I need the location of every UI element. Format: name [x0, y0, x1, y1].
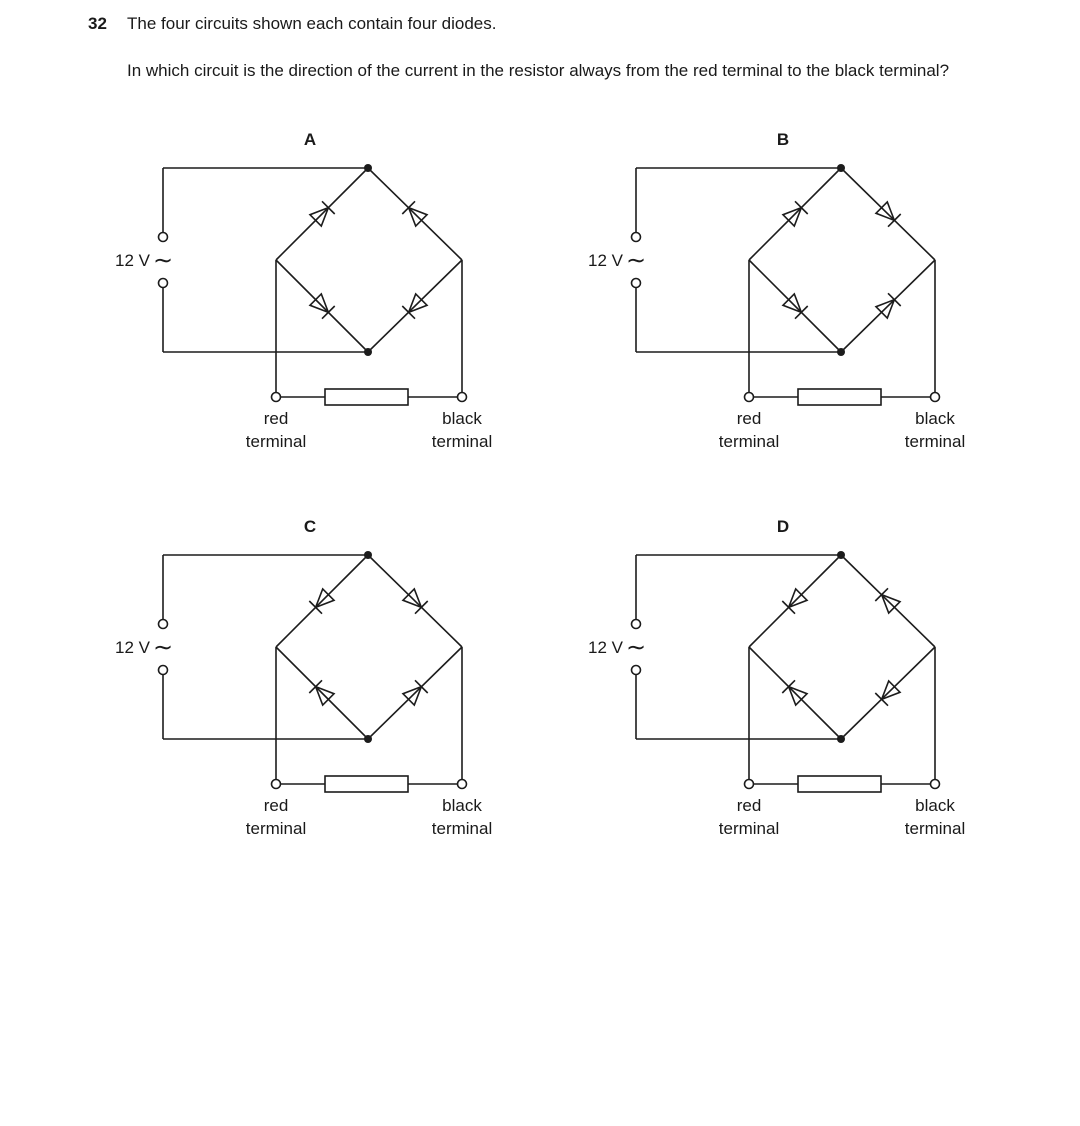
- red-terminal-circle: [745, 780, 754, 789]
- black-terminal-word: terminal: [431, 819, 493, 838]
- voltage-label: 12 V: [115, 251, 150, 270]
- junction-dot: [364, 551, 372, 559]
- junction-dot: [837, 164, 845, 172]
- ac-source-terminal: [159, 233, 168, 242]
- circuit-D: [573, 515, 973, 851]
- black-terminal-label: black: [442, 409, 482, 428]
- ac-symbol: ∼: [152, 247, 174, 274]
- bridge-edge-bl: [749, 260, 841, 352]
- bridge-edge-br: [368, 647, 462, 739]
- ac-source-terminal: [159, 279, 168, 288]
- ac-source-terminal: [632, 279, 641, 288]
- circuit-C: [100, 515, 500, 851]
- question-number: 32: [88, 14, 107, 33]
- black-terminal-circle: [458, 393, 467, 402]
- ac-source-terminal: [632, 233, 641, 242]
- red-terminal-word: terminal: [245, 432, 307, 451]
- bridge-edge-tl: [749, 168, 841, 260]
- junction-dot: [837, 348, 845, 356]
- red-terminal-word: terminal: [245, 819, 307, 838]
- circuit-letter: C: [303, 517, 317, 536]
- bridge-edge-tl: [276, 168, 368, 260]
- circuit-diagram-C: [100, 515, 500, 851]
- voltage-label: 12 V: [115, 638, 150, 657]
- circuit-letter: B: [776, 130, 790, 149]
- circuit-letter: D: [776, 517, 790, 536]
- junction-dot: [837, 551, 845, 559]
- bridge-edge-bl: [749, 647, 841, 739]
- ac-source-terminal: [632, 620, 641, 629]
- junction-dot: [364, 735, 372, 743]
- black-terminal-label: black: [915, 796, 955, 815]
- bridge-edge-br: [841, 647, 935, 739]
- red-terminal-word: terminal: [718, 819, 780, 838]
- bridge-edge-tl: [749, 555, 841, 647]
- black-terminal-word: terminal: [431, 432, 493, 451]
- red-terminal-label: red: [263, 796, 289, 815]
- junction-dot: [837, 735, 845, 743]
- red-terminal-label: red: [263, 409, 289, 428]
- circuit-A: [100, 128, 500, 464]
- black-terminal-circle: [458, 780, 467, 789]
- red-terminal-word: terminal: [718, 432, 780, 451]
- red-terminal-circle: [272, 393, 281, 402]
- resistor: [325, 389, 408, 405]
- black-terminal-word: terminal: [904, 819, 966, 838]
- red-terminal-label: red: [736, 796, 762, 815]
- resistor: [798, 776, 881, 792]
- resistor: [325, 776, 408, 792]
- bridge-edge-tr: [841, 168, 935, 260]
- ac-symbol: ∼: [152, 634, 174, 661]
- circuit-B: [573, 128, 973, 464]
- red-terminal-circle: [745, 393, 754, 402]
- bridge-edge-tr: [368, 555, 462, 647]
- bridge-edge-tr: [841, 555, 935, 647]
- circuit-letter: A: [303, 130, 317, 149]
- bridge-edge-tl: [276, 555, 368, 647]
- red-terminal-label: red: [736, 409, 762, 428]
- black-terminal-label: black: [915, 409, 955, 428]
- black-terminal-circle: [931, 780, 940, 789]
- voltage-label: 12 V: [588, 638, 623, 657]
- circuit-diagram-D: [573, 515, 973, 851]
- red-terminal-circle: [272, 780, 281, 789]
- resistor: [798, 389, 881, 405]
- circuit-diagram-B: [573, 128, 973, 464]
- black-terminal-label: black: [442, 796, 482, 815]
- ac-symbol: ∼: [625, 247, 647, 274]
- bridge-edge-bl: [276, 260, 368, 352]
- bridge-edge-br: [368, 260, 462, 352]
- ac-source-terminal: [159, 666, 168, 675]
- black-terminal-word: terminal: [904, 432, 966, 451]
- junction-dot: [364, 348, 372, 356]
- circuit-diagram-A: [100, 128, 500, 464]
- ac-symbol: ∼: [625, 634, 647, 661]
- question-intro: The four circuits shown each contain four diodes.: [127, 14, 497, 33]
- bridge-edge-bl: [276, 647, 368, 739]
- voltage-label: 12 V: [588, 251, 623, 270]
- question-body: In which circuit is the direction of the current in the resistor always from the red terminal to the black terminal?: [127, 61, 950, 80]
- black-terminal-circle: [931, 393, 940, 402]
- ac-source-terminal: [632, 666, 641, 675]
- ac-source-terminal: [159, 620, 168, 629]
- junction-dot: [364, 164, 372, 172]
- bridge-edge-tr: [368, 168, 462, 260]
- bridge-edge-br: [841, 260, 935, 352]
